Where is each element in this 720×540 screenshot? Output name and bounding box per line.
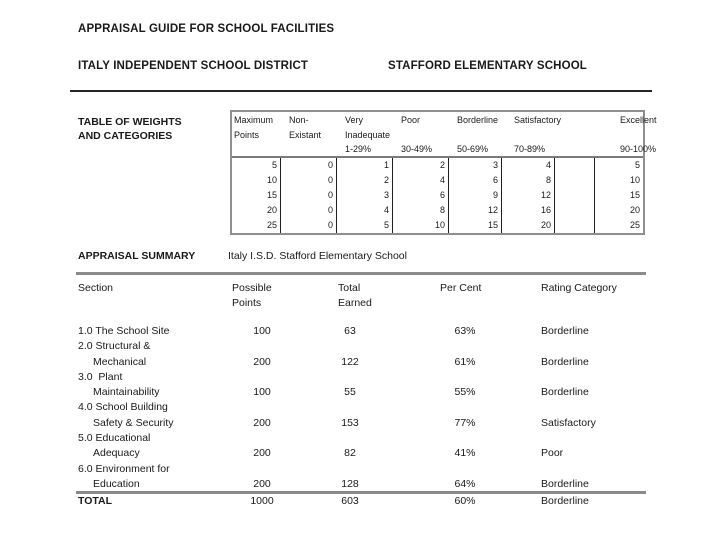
summary-possible-points: 200 [253, 447, 271, 460]
weights-table-cell: 0 [281, 188, 337, 203]
table-of-weights-label-line1: TABLE OF WEIGHTS [78, 116, 182, 128]
summary-row [0, 462, 720, 477]
weights-column-header-line1: Poor [401, 115, 421, 125]
appraisal-summary-subject: Italy I.S.D. Stafford Elementary School [228, 250, 407, 262]
weights-column-header-line2: Existant [289, 129, 322, 140]
weights-table-cell: 4 [393, 173, 449, 188]
column-header-possible-line2: Points [232, 297, 262, 309]
summary-rating: Borderline [541, 477, 589, 490]
summary-row [0, 477, 720, 492]
total-possible-points: 1000 [250, 495, 274, 507]
weights-table-cell: 25 [629, 220, 640, 230]
weights-table-cell: 0 [281, 203, 337, 218]
summary-percent: 61% [454, 355, 476, 368]
weights-table-cell: 20 [629, 205, 640, 215]
header-divider-rule [70, 90, 652, 92]
summary-percent: 41% [454, 447, 476, 460]
table-of-weights [230, 110, 657, 235]
summary-row [0, 385, 720, 400]
weights-table-cell: 0 [281, 173, 337, 188]
weights-table-row [232, 203, 643, 218]
weights-table-cell: 12 [449, 203, 502, 218]
summary-total-earned: 82 [344, 447, 356, 460]
weights-table-cell: 3 [449, 158, 502, 173]
total-rating: Borderline [541, 495, 589, 507]
summary-rating: Borderline [541, 386, 589, 399]
summary-body [0, 324, 720, 492]
weights-column-header-line1: Very [345, 115, 364, 125]
summary-possible-points: 100 [253, 325, 271, 337]
summary-section-label: Education [93, 477, 140, 490]
weights-table-cell: 20 [232, 203, 281, 218]
weights-column-header-line1: Non- [289, 115, 309, 125]
summary-total-row [0, 494, 720, 510]
weights-table-row [232, 158, 643, 173]
weights-column-header-line3: 1-29% [345, 144, 372, 154]
weights-column-header [289, 113, 321, 157]
column-header-percent: Per Cent [440, 282, 482, 294]
weights-table-cell: 10 [629, 175, 640, 185]
summary-row [0, 324, 720, 339]
table-of-weights-label [78, 115, 182, 143]
summary-total-earned: 128 [341, 477, 359, 490]
weights-table-cell: 5 [634, 160, 640, 170]
summary-possible-points: 200 [253, 477, 271, 490]
summary-percent: 63% [454, 325, 476, 337]
weights-table-cell: 10 [393, 218, 449, 233]
column-header-rating-category: Rating Category [541, 282, 617, 294]
weights-column-header [514, 113, 561, 157]
summary-rating: Poor [541, 447, 564, 460]
weights-table-cell: 6 [449, 173, 502, 188]
summary-section-label: 1.0 The School Site [78, 325, 170, 337]
weights-table-cell: 0 [281, 158, 337, 173]
weights-table-cell [555, 158, 595, 173]
column-header-total-line1: Total [338, 282, 361, 294]
column-header-total-earned [338, 281, 372, 311]
weights-column-header-line2: Points [234, 129, 260, 140]
weights-column-header [401, 113, 432, 157]
summary-section-label: Maintainability [93, 386, 160, 399]
summary-possible-points: 100 [253, 386, 271, 399]
weights-table-row [232, 173, 643, 188]
appraisal-summary-label: APPRAISAL SUMMARY [78, 250, 196, 262]
weights-column-header-line2 [620, 128, 657, 143]
summary-section-label: 6.0 Environment for [78, 462, 170, 475]
summary-possible-points: 200 [253, 416, 271, 429]
summary-section-label: Adequacy [93, 447, 140, 460]
weights-column-header-line1: Maximum [234, 115, 274, 125]
weights-table-cell: 15 [449, 218, 502, 233]
summary-row [0, 400, 720, 415]
summary-percent: 77% [454, 416, 476, 429]
summary-top-rule [76, 272, 646, 275]
weights-column-header-line2 [457, 128, 498, 143]
summary-rating: Satisfactory [541, 416, 596, 429]
summary-row [0, 370, 720, 385]
weights-column-header [345, 113, 390, 157]
summary-total-earned: 55 [344, 386, 356, 399]
weights-table-cell: 15 [629, 190, 640, 200]
weights-table-cell: 8 [393, 203, 449, 218]
summary-row [0, 431, 720, 446]
summary-section-label: 5.0 Educational [78, 432, 151, 445]
school-name: STAFFORD ELEMENTARY SCHOOL [388, 60, 587, 72]
weights-table-cell: 20 [502, 218, 555, 233]
weights-table-cell: 4 [337, 203, 393, 218]
table-of-weights-body [232, 158, 643, 233]
total-percent: 60% [454, 495, 476, 507]
weights-table-cell [555, 218, 595, 233]
weights-table-cell: 2 [393, 158, 449, 173]
summary-percent: 64% [454, 477, 476, 490]
weights-table-cell: 2 [337, 173, 393, 188]
weights-column-header-line1: Borderline [457, 115, 499, 125]
weights-table-cell: 0 [281, 218, 337, 233]
weights-table-cell: 4 [502, 158, 555, 173]
summary-row [0, 446, 720, 461]
weights-column-header-line2 [401, 128, 432, 143]
weights-table-cell [555, 188, 595, 203]
summary-row [0, 416, 720, 431]
weights-table-cell: 25 [232, 218, 281, 233]
weights-column-header-line1: Excellent [620, 115, 657, 125]
weights-table-cell: 12 [502, 188, 555, 203]
summary-rating: Borderline [541, 325, 589, 337]
summary-total-earned: 63 [344, 325, 356, 337]
summary-section-label: Mechanical [93, 355, 147, 368]
summary-section-label: 2.0 Structural & [78, 340, 151, 353]
summary-total-earned: 122 [341, 355, 359, 368]
weights-column-header-line3: 90-100% [620, 144, 657, 154]
weights-table-cell: 5 [232, 158, 281, 173]
document-title: APPRAISAL GUIDE FOR SCHOOL FACILITIES [78, 23, 335, 35]
district-name: ITALY INDEPENDENT SCHOOL DISTRICT [78, 60, 309, 72]
weights-column-header-line1: Satisfactory [514, 115, 562, 125]
summary-row [0, 339, 720, 354]
weights-column-header-line2: Inadequate [345, 129, 391, 140]
weights-table-cell: 10 [232, 173, 281, 188]
weights-table-cell: 8 [502, 173, 555, 188]
weights-table-cell: 9 [449, 188, 502, 203]
weights-column-header [457, 113, 498, 157]
weights-table-cell: 6 [393, 188, 449, 203]
weights-column-header-line2 [514, 128, 561, 143]
weights-column-header-line3: 50-69% [457, 144, 489, 154]
weights-table-cell: 1 [337, 158, 393, 173]
total-label: TOTAL [78, 495, 113, 507]
weights-column-header-line3: 30-49% [401, 144, 433, 154]
weights-table-cell: 3 [337, 188, 393, 203]
summary-total-earned: 153 [341, 416, 359, 429]
weights-table-row [232, 218, 643, 233]
column-header-section: Section [78, 282, 114, 294]
weights-table-row [232, 188, 643, 203]
weights-column-header [620, 113, 657, 157]
column-header-possible-points [232, 281, 272, 311]
summary-header-row [0, 281, 720, 313]
column-header-possible-line1: Possible [232, 282, 272, 294]
weights-table-cell: 5 [337, 218, 393, 233]
weights-table-cell: 16 [502, 203, 555, 218]
summary-rating: Borderline [541, 355, 589, 368]
weights-table-cell [555, 173, 595, 188]
summary-section-label: 3.0 Plant [78, 370, 123, 383]
weights-table-cell [555, 203, 595, 218]
weights-column-header [234, 113, 273, 157]
summary-percent: 55% [454, 386, 476, 399]
table-of-weights-label-line2: AND CATEGORIES [78, 130, 173, 142]
summary-section-label: 4.0 School Building [78, 401, 168, 414]
weights-column-header-line3 [234, 142, 273, 157]
summary-section-label: Safety & Security [93, 416, 174, 429]
weights-column-header-line3 [289, 142, 321, 157]
total-earned: 603 [341, 495, 359, 507]
weights-column-header-line3: 70-89% [514, 144, 546, 154]
summary-row [0, 355, 720, 370]
summary-possible-points: 200 [253, 355, 271, 368]
weights-table-cell: 15 [232, 188, 281, 203]
column-header-total-line2: Earned [338, 297, 372, 309]
table-of-weights-header-row [232, 112, 657, 158]
